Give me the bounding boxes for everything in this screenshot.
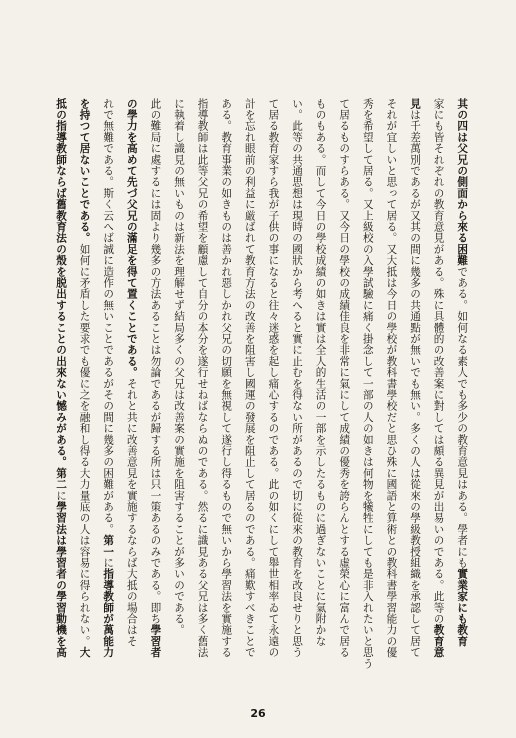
text-run: は千差萬別であるが又其の間に幾多の共通點が無いでも無い。多くの人は從來の學級教授組織を承認して居て — [409, 109, 421, 659]
text-column — [334, 98, 353, 688]
text-column — [358, 98, 377, 688]
text-run: に — [55, 490, 67, 502]
text-column — [216, 98, 235, 688]
text-run: れで無難である。斯く云へば誠に造作の無いことであるがその間に幾多の困難がある。 — [102, 98, 115, 535]
emphasized-text: 第一 — [102, 534, 115, 558]
text-run: それと共に改善意見を實施するならば大抵の場合はそ — [125, 378, 138, 647]
text-column — [263, 98, 282, 688]
emphasized-text: 其の四は父兄の側面から來る困難 — [456, 98, 469, 266]
text-column — [51, 98, 70, 688]
text-run: ある。教育事業の如きものは善かれ惡しかれ父兄の切願を無視して遂行し得るもので無いから學習法を實施する — [220, 98, 233, 658]
text-run: に執着し識見の無いものは新法を理解せず結局多くの父兄は改善案の實施を阻害することが多いのである。 — [173, 98, 185, 636]
text-run: て居るものすらある。又今日の學校の成績佳良を非常に氣にして成績の優秀を誇らんとする虛榮心に富んで居る — [338, 98, 351, 658]
emphasized-text: 實業家にも教育 — [456, 568, 469, 647]
emphasized-text: を持つて居ないことである。 — [78, 98, 91, 244]
text-column — [169, 98, 188, 688]
text-run: である。如何なる素人でも多少の教育意見はある。學者にも — [456, 266, 469, 569]
text-run: 如何に矛盾した要求でも優に之を融和し得る大力量底の人は容易に得られない。 — [78, 243, 91, 647]
text-run: い。此等の共通思想は現時の國狀から考へると實に止むを得ない所があるので切に從來の教育を改良せりと思う — [291, 98, 303, 658]
text-column — [405, 98, 424, 688]
text-run: それが宜しいと思って居る。又大抵は今日の學校が教科書學校だと思ひ殊に國語と算術との教科書學習能力の優 — [385, 98, 398, 658]
text-column — [452, 98, 471, 688]
emphasized-text: 大 — [78, 646, 91, 659]
emphasized-text: 第二 — [55, 467, 67, 491]
text-column — [192, 98, 211, 688]
page-number: 26 — [250, 707, 266, 720]
text-run: て居る教育家すら我が子供の事になると往々迷惑を起し痛心するのである。此の如くにして舉世相率ゐて永遠の — [267, 98, 280, 658]
text-run: 此の難局に處するには固より幾多の方法あることは勿論であるが歸する所は只一策あるのみである。即ち — [149, 98, 162, 625]
emphasized-text: の學力を高めて先づ父兄の滿足を得て置くことである。 — [125, 98, 138, 378]
text-column — [381, 98, 400, 688]
text-run: に — [102, 557, 115, 569]
emphasized-text: 抵の指導教師ならば舊教育法の殼を脱出することの出來ない憾みがある。 — [55, 98, 67, 468]
emphasized-text: 見 — [409, 98, 421, 110]
text-run: 計を忘れ眼前の利益に厳ばれて教育方法の改善を阻害し國運の發展を阻止して居るのである。痛歎すべきことで — [243, 98, 256, 658]
text-column — [122, 98, 141, 688]
text-run: 秀を希望して居る。又上級校の入學試驗に痛く掛念して一部の人の如きは何物を犧牲にしても是非入れたいと思う — [361, 98, 374, 670]
text-run: ものもある。而して今日の學校成績の如きは實は全人的生活の一部を示したるものに過ぎないことに氣附かな — [314, 98, 327, 647]
text-column — [98, 98, 117, 688]
text-column — [428, 98, 447, 688]
text-run: 家にも皆それぞれの教育意見がある。殊に具體的の改善案に對しては頗る異見が出易いのである。此等の — [432, 98, 445, 625]
emphasized-text: 學習法は學習者の學習動機を高 — [55, 501, 67, 659]
emphasized-text: 學習者 — [149, 624, 162, 659]
text-column — [240, 98, 259, 688]
text-column — [145, 98, 164, 688]
text-run: 指導教師は此等父兄の希望を顧慮して自分の本分を遂行せねばならぬのである。然るに識見ある父兄は多く舊法 — [196, 98, 209, 658]
emphasized-text: 指導教師が萬能力 — [102, 568, 115, 659]
text-column — [287, 98, 306, 688]
text-column — [74, 98, 93, 688]
emphasized-text: 教育意 — [432, 624, 445, 659]
text-column — [310, 98, 329, 688]
